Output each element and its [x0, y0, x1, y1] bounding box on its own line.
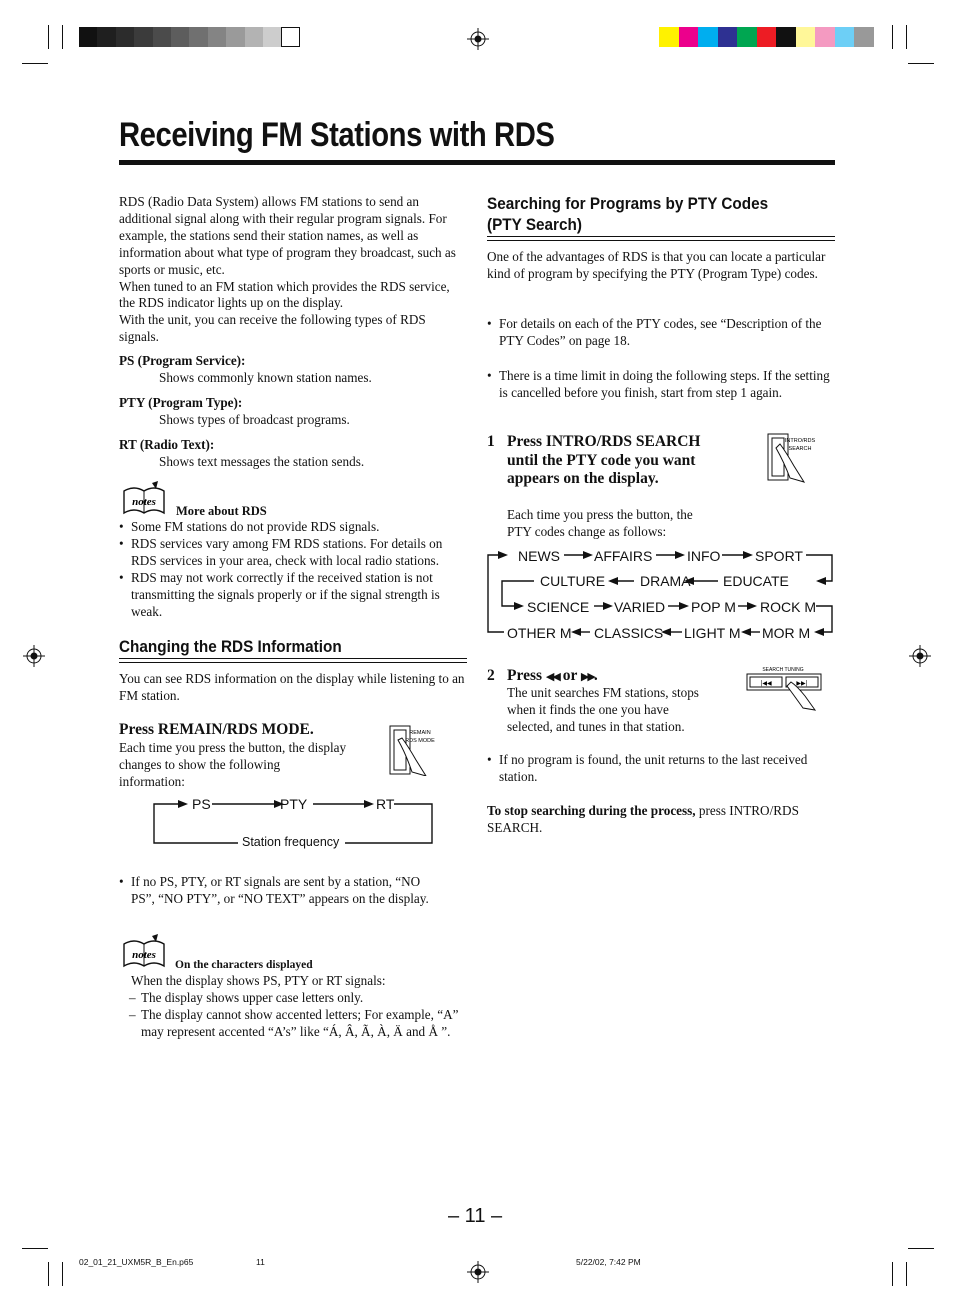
svg-text:SEARCH TUNING: SEARCH TUNING — [762, 667, 804, 673]
changing-bullets — [119, 874, 447, 908]
pty-code: SCIENCE — [527, 599, 590, 615]
color-swatch — [757, 27, 777, 47]
color-swatch — [679, 27, 699, 47]
notes-heading: On the characters displayed — [175, 959, 313, 971]
flow-rt: RT — [376, 796, 395, 812]
page-title: Receiving FM Stations with RDS — [119, 116, 555, 154]
step-text: Each time you press the button, the PTY codes change as follows: — [507, 507, 693, 539]
rds-type-desc: Shows text messages the station sends. — [159, 453, 365, 469]
searching-bullets — [487, 316, 832, 402]
registration-mark-icon — [909, 645, 931, 667]
svg-text:|◀◀: |◀◀ — [760, 680, 772, 687]
step-heading: Press ◀◀ or ▶▶. — [507, 667, 598, 684]
next-track-icon: ▶▶ — [580, 671, 594, 683]
pty-code: LIGHT M — [684, 625, 741, 641]
color-swatch — [815, 27, 835, 47]
color-swatch — [835, 27, 855, 47]
color-swatch — [854, 27, 874, 47]
color-swatch — [718, 27, 738, 47]
intro-section — [119, 194, 467, 346]
step-heading: Press REMAIN/RDS MODE. — [119, 721, 314, 738]
searching-intro: One of the advantages of RDS is that you can locate a particular kind of program by specifying the PTY (Program Type) codes. — [487, 249, 826, 281]
pty-code: POP M — [691, 599, 736, 615]
notes-list — [119, 519, 467, 620]
section-rule — [487, 236, 835, 241]
pty-code: CULTURE — [540, 573, 606, 589]
svg-text:notes: notes — [132, 949, 156, 961]
flow-station-frequency: Station frequency — [242, 835, 340, 849]
notes-icon — [122, 934, 166, 968]
rds-type-desc: Shows types of broadcast programs. — [159, 411, 350, 427]
gray-swatch — [116, 27, 134, 47]
list-item: • There is a time limit in doing the following steps. If the setting is cancelled before you finish, start from step 1 again. — [487, 368, 832, 402]
pty-code: OTHER M — [507, 625, 572, 641]
searching-bullets-after — [487, 752, 832, 786]
gray-swatch — [153, 27, 171, 47]
pty-code: NEWS — [518, 548, 560, 564]
section-heading: (PTY Search) — [487, 215, 582, 234]
title-rule — [119, 160, 835, 165]
stop-search-note: To stop searching during the process, press INTRO/RDS SEARCH. — [487, 803, 799, 835]
gray-swatch — [281, 27, 299, 47]
gray-swatch — [208, 27, 226, 47]
gray-swatch — [263, 27, 281, 47]
footer-filename: 02_01_21_UXM5R_B_En.p65 — [79, 1257, 194, 1267]
step-text: Each time you press the button, the display changes to show the following information: — [119, 740, 347, 789]
step-number: 2 — [487, 667, 495, 684]
section-heading: Searching for Programs by PTY Codes — [487, 194, 769, 213]
remain-rds-mode-button-illustration — [386, 724, 452, 776]
footer-page: 11 — [256, 1257, 265, 1267]
pty-code: CLASSICS — [594, 625, 664, 641]
intro-paragraph: When tuned to an FM station which provides the RDS service, the RDS indicator lights up on the display. — [119, 278, 450, 311]
section-rule — [119, 658, 467, 663]
svg-text:REMAIN: REMAIN — [409, 730, 431, 736]
list-item: • Some FM stations do not provide RDS signals. — [119, 519, 467, 536]
svg-text:RDS MODE: RDS MODE — [405, 738, 435, 744]
list-item: • If no PS, PTY, or RT signals are sent by a station, “NO PS”, “NO PTY”, or “NO TEXT” appears on the display. — [119, 874, 447, 908]
pty-code: ROCK M — [760, 599, 816, 615]
gray-swatch — [226, 27, 244, 47]
pty-code: INFO — [687, 548, 721, 564]
color-swatch — [659, 27, 679, 47]
rds-type-desc: Shows commonly known station names. — [159, 369, 372, 385]
list-item: • RDS may not work correctly if the received station is not transmitting the signals properly or if the signal strength is weak. — [119, 570, 467, 621]
pty-code: MOR M — [762, 625, 811, 641]
notes-dash-list — [129, 990, 469, 1041]
svg-text:▶▶|: ▶▶| — [796, 680, 808, 687]
pty-code: SPORT — [755, 548, 803, 564]
rds-types-list — [119, 353, 467, 470]
rds-type-term: PTY (Program Type): — [119, 394, 243, 410]
rds-type-term: RT (Radio Text): — [119, 436, 215, 452]
footer-date: 5/22/02, 7:42 PM — [576, 1257, 641, 1267]
gray-swatch — [171, 27, 189, 47]
gray-swatch — [134, 27, 152, 47]
gray-swatch — [245, 27, 263, 47]
changing-intro: You can see RDS information on the display while listening to an FM station. — [119, 671, 465, 703]
intro-paragraph: RDS (Radio Data System) allows FM stations to send an additional signal along with their regular program signals. For example, the stations send their station names, as well as information about what type of program they broadcast, such as sports or music, etc. — [119, 194, 456, 277]
color-swatch — [698, 27, 718, 47]
pty-code: EDUCATE — [723, 573, 789, 589]
list-item: • For details on each of the PTY codes, see “Description of the PTY Codes” on page 18. — [487, 316, 832, 350]
list-item: – The display shows upper case letters only. — [129, 990, 364, 1005]
rds-type-term: PS (Program Service): — [119, 353, 246, 368]
pty-code: DRAMA — [640, 573, 691, 589]
intro-rds-search-button-illustration — [764, 432, 826, 484]
notes-intro: When the display shows PS, PTY or RT signals: — [131, 973, 386, 988]
color-swatch — [776, 27, 796, 47]
list-item: • If no program is found, the unit returns to the last received station. — [487, 752, 832, 786]
gray-swatch — [189, 27, 207, 47]
flow-pty: PTY — [280, 796, 308, 812]
list-item: – The display cannot show accented letters; For example, “A” may represent accented “A’s” like “Á, Â, Ã, À, Ä and Å ”. — [129, 1006, 459, 1039]
search-tuning-buttons-illustration — [745, 664, 825, 714]
svg-text:SEARCH: SEARCH — [788, 446, 812, 452]
notes-icon — [122, 481, 166, 515]
svg-text:INTRO/RDS: INTRO/RDS — [784, 438, 816, 444]
notes-heading: More about RDS — [176, 504, 267, 518]
color-swatch — [737, 27, 757, 47]
pty-code: AFFAIRS — [594, 548, 653, 564]
intro-paragraph: With the unit, you can receive the following types of RDS signals. — [119, 312, 426, 345]
section-heading: Changing the RDS Information — [119, 637, 342, 656]
flow-ps: PS — [192, 796, 211, 812]
registration-mark-icon — [467, 28, 489, 50]
color-swatch — [796, 27, 816, 47]
step-text: The unit searches FM stations, stops when it finds the one you have selected, and tunes in that station. — [507, 685, 699, 734]
registration-mark-icon — [23, 645, 45, 667]
previous-track-icon: ◀◀ — [545, 671, 559, 683]
page-number: – 11 – — [448, 1205, 503, 1227]
registration-mark-icon — [467, 1261, 489, 1283]
svg-text:notes: notes — [132, 496, 156, 508]
step-number: 1 — [487, 433, 495, 450]
pty-code: VARIED — [614, 599, 666, 615]
gray-swatch — [79, 27, 97, 47]
step-heading: Press INTRO/RDS SEARCH until the PTY code you want appears on the display. — [507, 433, 701, 487]
list-item: • RDS services vary among FM RDS stations. For details on RDS services in your area, check with local radio stations. — [119, 536, 467, 570]
gray-swatch — [97, 27, 115, 47]
